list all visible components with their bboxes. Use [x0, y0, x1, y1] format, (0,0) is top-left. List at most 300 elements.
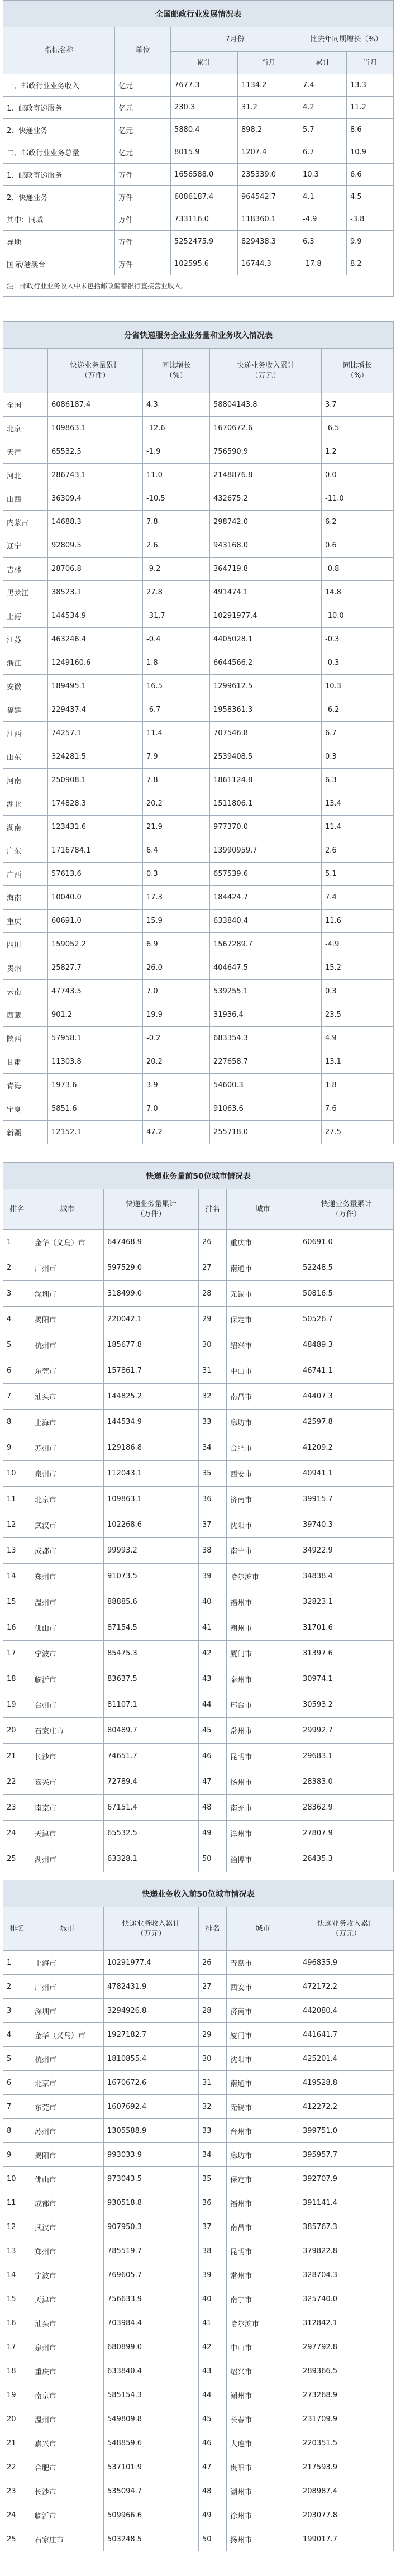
revenue-cell: 442080.4	[299, 1999, 394, 2023]
rank-cell: 49	[199, 1821, 227, 1846]
table-row	[3, 1795, 394, 1821]
city-cell: 南通市	[227, 1255, 299, 1281]
volume-cell: 81107.1	[104, 1692, 199, 1718]
table-row	[3, 253, 394, 275]
rank-cell: 25	[3, 2527, 31, 2551]
city-cell: 天津市	[31, 1821, 104, 1846]
volume-cell: 39915.7	[299, 1487, 394, 1512]
province-cell: 贵州	[3, 956, 48, 980]
revenue-cell: 297792.8	[299, 2335, 394, 2359]
rank-cell: 9	[3, 1435, 31, 1461]
city-cell: 西安市	[227, 1461, 299, 1487]
unit-cell: 万件	[115, 208, 171, 231]
volume-cell: 109863.1	[104, 1487, 199, 1512]
header-rank: 排名	[199, 1189, 227, 1230]
revenue-cell: 1305588.9	[104, 2119, 199, 2143]
revenue-cell: 412272.2	[299, 2095, 394, 2119]
current-month-growth-cell: 9.9	[347, 231, 394, 253]
city-cell: 淄博市	[227, 1846, 299, 1872]
city-cell: 揭阳市	[31, 2143, 104, 2167]
revenue-cell: 756633.9	[104, 2287, 199, 2311]
volume-cell: 185677.8	[104, 1332, 199, 1358]
indicator-cell: 1、邮政寄递服务	[3, 97, 115, 119]
volume-cell: 42597.8	[299, 1410, 394, 1435]
revenue-cell: 391141.4	[299, 2191, 394, 2215]
revenue-cell: 491474.1	[210, 581, 322, 604]
city-cell: 苏州市	[31, 2119, 104, 2143]
rank-cell: 8	[3, 1410, 31, 1435]
province-cell: 浙江	[3, 651, 48, 675]
city-cell: 天津市	[31, 2287, 104, 2311]
rank-cell: 20	[3, 2407, 31, 2431]
header-volume: 快递业务量累计 （万件）	[104, 1189, 199, 1230]
table-title: 快递业务收入前50位城市情况表	[3, 1880, 394, 1907]
city-cell: 湖州市	[31, 1846, 104, 1872]
table-row	[3, 1589, 394, 1615]
volume-growth-cell: -0.2	[143, 1027, 210, 1050]
table-row	[3, 1410, 394, 1435]
city-cell: 哈尔滨市	[227, 1564, 299, 1589]
header-cumulative: 累计	[171, 52, 238, 74]
revenue-cell: 535094.7	[104, 2479, 199, 2503]
table-row	[3, 1718, 394, 1744]
table-row	[3, 2143, 394, 2167]
rank-cell: 27	[199, 1255, 227, 1281]
table-row	[3, 2023, 394, 2047]
city-cell: 上海市	[31, 1951, 104, 1975]
city-cell: 汕头市	[31, 2311, 104, 2335]
table-body	[3, 1230, 394, 1872]
volume-growth-cell: 6.9	[143, 933, 210, 956]
city-cell: 佛山市	[31, 1615, 104, 1641]
table-row	[3, 1641, 394, 1666]
city-cell: 广州市	[31, 1975, 104, 1999]
revenue-cell: 1958361.3	[210, 698, 322, 722]
city-cell: 潮州市	[227, 2383, 299, 2407]
province-cell: 北京	[3, 417, 48, 440]
revenue-cell: 91063.6	[210, 1097, 322, 1121]
table-row	[3, 745, 394, 769]
volume-cell: 901.2	[48, 1003, 143, 1027]
volume-cell: 174828.3	[48, 792, 143, 816]
volume-cell: 47743.5	[48, 980, 143, 1003]
province-cell: 广东	[3, 839, 48, 863]
volume-growth-cell: -9.2	[143, 558, 210, 581]
volume-cell: 57613.6	[48, 863, 143, 886]
table-row	[3, 1846, 394, 1872]
revenue-cell: 1299612.5	[210, 675, 322, 698]
current-month-growth-cell: -3.8	[347, 208, 394, 231]
rank-cell: 47	[199, 1769, 227, 1795]
revenue-cell: 199017.7	[299, 2527, 394, 2551]
city-cell: 泉州市	[31, 2335, 104, 2359]
indicator-cell: 2、快递业务	[3, 119, 115, 141]
cumulative-value-cell: 7677.3	[171, 74, 238, 97]
table-body	[3, 74, 394, 275]
indicator-cell: 二、邮政行业业务总量	[3, 141, 115, 164]
city-cell: 温州市	[31, 2407, 104, 2431]
table-row	[3, 1435, 394, 1461]
table-header	[3, 1, 394, 74]
city-cell: 临沂市	[31, 1666, 104, 1692]
revenue-growth-cell: 0.6	[322, 534, 394, 558]
revenue-cell: 31936.4	[210, 1003, 322, 1027]
volume-cell: 324281.5	[48, 745, 143, 769]
city-cell: 广州市	[31, 1255, 104, 1281]
cumulative-value-cell: 8015.9	[171, 141, 238, 164]
volume-growth-cell: 16.5	[143, 675, 210, 698]
cumulative-growth-cell: -17.8	[299, 253, 347, 275]
revenue-cell: 255718.0	[210, 1121, 322, 1144]
table-row	[3, 1121, 394, 1144]
table-row	[3, 1230, 394, 1255]
revenue-cell: 392707.9	[299, 2167, 394, 2191]
revenue-cell: 208987.4	[299, 2479, 394, 2503]
revenue-growth-cell: 1.8	[322, 1074, 394, 1097]
volume-cell: 39740.3	[299, 1512, 394, 1538]
revenue-growth-cell: 7.6	[322, 1097, 394, 1121]
city-cell: 东莞市	[31, 1358, 104, 1384]
city-cell: 福州市	[227, 2191, 299, 2215]
city-cell: 无锡市	[227, 1281, 299, 1307]
table-row	[3, 675, 394, 698]
volume-cell: 60691.0	[299, 1230, 394, 1255]
table-row	[3, 1951, 394, 1975]
table-row	[3, 2263, 394, 2287]
rank-cell: 28	[199, 1999, 227, 2023]
rank-cell: 45	[199, 2407, 227, 2431]
volume-cell: 1716784.1	[48, 839, 143, 863]
volume-cell: 25827.7	[48, 956, 143, 980]
header-city: 城市	[227, 1189, 299, 1230]
revenue-cell: 2539408.5	[210, 745, 322, 769]
table-row	[3, 2407, 394, 2431]
revenue-cell: 2148876.8	[210, 464, 322, 487]
volume-cell: 44407.3	[299, 1384, 394, 1410]
volume-cell: 67151.4	[104, 1795, 199, 1821]
table-row	[3, 186, 394, 208]
city-cell: 宁波市	[31, 1641, 104, 1666]
cumulative-value-cell: 5252475.9	[171, 231, 238, 253]
province-cell: 山东	[3, 745, 48, 769]
volume-cell: 5851.6	[48, 1097, 143, 1121]
rank-cell: 29	[199, 2023, 227, 2047]
table-row	[3, 1358, 394, 1384]
rank-cell: 1	[3, 1951, 31, 1975]
cumulative-value-cell: 733116.0	[171, 208, 238, 231]
rank-cell: 44	[199, 1692, 227, 1718]
revenue-cell: 10291977.4	[104, 1951, 199, 1975]
revenue-cell: 184424.7	[210, 886, 322, 910]
volume-growth-cell: 27.8	[143, 581, 210, 604]
city-cell: 佛山市	[31, 2167, 104, 2191]
revenue-cell: 3294926.8	[104, 1999, 199, 2023]
title-row	[3, 1163, 394, 1189]
table-row	[3, 1027, 394, 1050]
header-indicator: 指标名称	[3, 27, 115, 74]
revenue-cell: 657539.6	[210, 863, 322, 886]
rank-cell: 42	[199, 2335, 227, 2359]
province-cell: 湖南	[3, 816, 48, 839]
rank-cell: 7	[3, 2095, 31, 2119]
city-cell: 苏州市	[31, 1435, 104, 1461]
revenue-cell: 1927182.7	[104, 2023, 199, 2047]
current-month-growth-cell: 13.3	[347, 74, 394, 97]
province-cell: 海南	[3, 886, 48, 910]
volume-growth-cell: -10.5	[143, 487, 210, 511]
volume-growth-cell: 7.8	[143, 511, 210, 534]
revenue-growth-cell: 0.0	[322, 464, 394, 487]
rank-cell: 15	[3, 2287, 31, 2311]
cumulative-value-cell: 230.3	[171, 97, 238, 119]
rank-cell: 32	[199, 1384, 227, 1410]
table-row	[3, 863, 394, 886]
volume-growth-cell: -12.6	[143, 417, 210, 440]
volume-cell: 65532.5	[104, 1821, 199, 1846]
volume-growth-cell: -1.9	[143, 440, 210, 464]
volume-growth-cell: 0.3	[143, 863, 210, 886]
current-month-value-cell: 898.2	[238, 119, 299, 141]
rank-cell: 37	[199, 1512, 227, 1538]
volume-growth-cell: 7.0	[143, 1097, 210, 1121]
revenue-cell: 703984.4	[104, 2311, 199, 2335]
table-footer	[3, 275, 394, 297]
volume-growth-cell: 7.8	[143, 769, 210, 792]
table-row	[3, 2455, 394, 2479]
city-cell: 长沙市	[31, 2479, 104, 2503]
rank-cell: 2	[3, 1255, 31, 1281]
province-cell: 四川	[3, 933, 48, 956]
volume-cell: 26435.3	[299, 1846, 394, 1872]
current-month-value-cell: 1207.4	[238, 141, 299, 164]
rank-cell: 30	[199, 1332, 227, 1358]
rank-cell: 22	[3, 2455, 31, 2479]
rank-cell: 3	[3, 1281, 31, 1307]
unit-cell: 万件	[115, 164, 171, 186]
rank-cell: 16	[3, 2311, 31, 2335]
rank-cell: 12	[3, 2215, 31, 2239]
current-month-value-cell: 31.2	[238, 97, 299, 119]
table-row	[3, 581, 394, 604]
rank-cell: 2	[3, 1975, 31, 1999]
header-volume: 快递业务量累计 （万件）	[299, 1189, 394, 1230]
rank-cell: 36	[199, 1487, 227, 1512]
revenue-cell: 217593.9	[299, 2455, 394, 2479]
volume-growth-cell: 15.9	[143, 910, 210, 933]
volume-growth-cell: -0.4	[143, 628, 210, 651]
volume-growth-cell: 20.2	[143, 792, 210, 816]
postal-industry-table	[3, 0, 394, 297]
rank-cell: 48	[199, 1795, 227, 1821]
volume-cell: 29683.1	[299, 1744, 394, 1769]
province-cell: 上海	[3, 604, 48, 628]
city-cell: 嘉兴市	[31, 2431, 104, 2455]
revenue-cell: 1670672.6	[210, 417, 322, 440]
volume-growth-cell: 7.0	[143, 980, 210, 1003]
volume-growth-cell: 4.3	[143, 393, 210, 417]
rank-cell: 27	[199, 1975, 227, 1999]
city-cell: 郑州市	[31, 2239, 104, 2263]
revenue-growth-cell: 0.3	[322, 745, 394, 769]
current-month-value-cell: 118360.1	[238, 208, 299, 231]
rank-cell: 11	[3, 2191, 31, 2215]
unit-cell: 亿元	[115, 97, 171, 119]
rank-cell: 13	[3, 1538, 31, 1564]
volume-cell: 250908.1	[48, 769, 143, 792]
table-row	[3, 2047, 394, 2071]
rank-cell: 14	[3, 1564, 31, 1589]
rank-cell: 17	[3, 2335, 31, 2359]
table-row	[3, 2167, 394, 2191]
volume-cell: 6086187.4	[48, 393, 143, 417]
revenue-cell: 231709.9	[299, 2407, 394, 2431]
city-cell: 温州市	[31, 1589, 104, 1615]
rank-cell: 37	[199, 2215, 227, 2239]
rank-cell: 28	[199, 1281, 227, 1307]
volume-cell: 144534.9	[104, 1410, 199, 1435]
revenue-growth-cell: 5.1	[322, 863, 394, 886]
header-current-month: 当月	[238, 52, 299, 74]
revenue-cell: 395957.7	[299, 2143, 394, 2167]
rank-cell: 34	[199, 1435, 227, 1461]
revenue-cell: 707546.8	[210, 722, 322, 745]
revenue-growth-cell: -11.0	[322, 487, 394, 511]
indicator-cell: 2、快递业务	[3, 186, 115, 208]
rank-cell: 19	[3, 2383, 31, 2407]
volume-cell: 102268.6	[104, 1512, 199, 1538]
indicator-cell: 一、邮政行业业务收入	[3, 74, 115, 97]
unit-cell: 万件	[115, 186, 171, 208]
rank-cell: 21	[3, 1744, 31, 1769]
revenue-cell: 907950.3	[104, 2215, 199, 2239]
table-title: 全国邮政行业发展情况表	[3, 1, 394, 27]
table-row	[3, 1744, 394, 1769]
revenue-cell: 537101.9	[104, 2455, 199, 2479]
revenue-growth-cell: 11.4	[322, 816, 394, 839]
volume-cell: 87154.5	[104, 1615, 199, 1641]
table-row	[3, 698, 394, 722]
revenue-cell: 1607692.4	[104, 2095, 199, 2119]
header-rank: 排名	[3, 1907, 31, 1951]
revenue-cell: 973043.5	[104, 2167, 199, 2191]
city-cell: 济南市	[227, 1999, 299, 2023]
rank-cell: 49	[199, 2503, 227, 2527]
header-row	[3, 349, 394, 393]
volume-cell: 63328.1	[104, 1846, 199, 1872]
rank-cell: 34	[199, 2143, 227, 2167]
rank-cell: 31	[199, 1358, 227, 1384]
revenue-cell: 58804143.8	[210, 393, 322, 417]
table-row	[3, 393, 394, 417]
rank-cell: 5	[3, 2047, 31, 2071]
table-row	[3, 1692, 394, 1718]
current-month-growth-cell: 8.6	[347, 119, 394, 141]
volume-cell: 11303.8	[48, 1050, 143, 1074]
revenue-growth-cell: 4.9	[322, 1027, 394, 1050]
table-row	[3, 74, 394, 97]
header-revenue: 快递业务收入累计 （万元）	[104, 1907, 199, 1951]
header-growth-cumulative: 累计	[299, 52, 347, 74]
city-cell: 石家庄市	[31, 1718, 104, 1744]
volume-cell: 647468.9	[104, 1230, 199, 1255]
city-cell: 揭阳市	[31, 1307, 104, 1332]
table-row	[3, 97, 394, 119]
volume-cell: 85475.3	[104, 1641, 199, 1666]
volume-cell: 65532.5	[48, 440, 143, 464]
volume-cell: 157861.7	[104, 1358, 199, 1384]
table-row	[3, 1769, 394, 1795]
province-cell: 甘肃	[3, 1050, 48, 1074]
table-row	[3, 464, 394, 487]
volume-cell: 220042.1	[104, 1307, 199, 1332]
city-cell: 潮州市	[227, 1615, 299, 1641]
rank-cell: 18	[3, 1666, 31, 1692]
city-cell: 泉州市	[31, 1461, 104, 1487]
volume-cell: 27807.9	[299, 1821, 394, 1846]
revenue-cell: 1861124.8	[210, 769, 322, 792]
rank-cell: 4	[3, 2023, 31, 2047]
rank-cell: 21	[3, 2431, 31, 2455]
table-header	[3, 1163, 394, 1230]
header-rank: 排名	[199, 1907, 227, 1951]
province-cell: 黑龙江	[3, 581, 48, 604]
header-city: 城市	[227, 1907, 299, 1951]
unit-cell: 亿元	[115, 74, 171, 97]
table-row	[3, 534, 394, 558]
rank-cell: 24	[3, 1821, 31, 1846]
note-row	[3, 275, 394, 297]
volume-growth-cell: 1.8	[143, 651, 210, 675]
rank-cell: 36	[199, 2191, 227, 2215]
revenue-growth-cell: -6.5	[322, 417, 394, 440]
province-cell: 内蒙古	[3, 511, 48, 534]
revenue-cell: 548859.6	[104, 2431, 199, 2455]
header-month: 7月份	[171, 27, 299, 52]
rank-cell: 10	[3, 2167, 31, 2191]
revenue-cell: 472172.2	[299, 1975, 394, 1999]
rank-cell: 14	[3, 2263, 31, 2287]
city-cell: 郑州市	[31, 1564, 104, 1589]
revenue-cell: 785519.7	[104, 2239, 199, 2263]
volume-cell: 12152.1	[48, 1121, 143, 1144]
rank-cell: 47	[199, 2455, 227, 2479]
city-cell: 重庆市	[227, 1230, 299, 1255]
rank-cell: 8	[3, 2119, 31, 2143]
revenue-cell: 683354.3	[210, 1027, 322, 1050]
rank-cell: 50	[199, 2527, 227, 2551]
table-row	[3, 1332, 394, 1358]
volume-cell: 74651.7	[104, 1744, 199, 1769]
revenue-cell: 993033.9	[104, 2143, 199, 2167]
revenue-growth-cell: 7.4	[322, 886, 394, 910]
header-row	[3, 27, 394, 52]
city-cell: 无锡市	[227, 2095, 299, 2119]
province-cell: 湖北	[3, 792, 48, 816]
volume-cell: 109863.1	[48, 417, 143, 440]
volume-cell: 30974.1	[299, 1666, 394, 1692]
revenue-growth-cell: 6.7	[322, 722, 394, 745]
indicator-cell: 其中：同城	[3, 208, 115, 231]
rank-cell: 44	[199, 2383, 227, 2407]
city-cell: 福州市	[227, 1589, 299, 1615]
revenue-growth-cell: 15.2	[322, 956, 394, 980]
rank-cell: 46	[199, 1744, 227, 1769]
revenue-cell: 496835.9	[299, 1951, 394, 1975]
volume-cell: 57958.1	[48, 1027, 143, 1050]
volume-cell: 31397.6	[299, 1641, 394, 1666]
province-cell: 云南	[3, 980, 48, 1003]
volume-cell: 28706.8	[48, 558, 143, 581]
